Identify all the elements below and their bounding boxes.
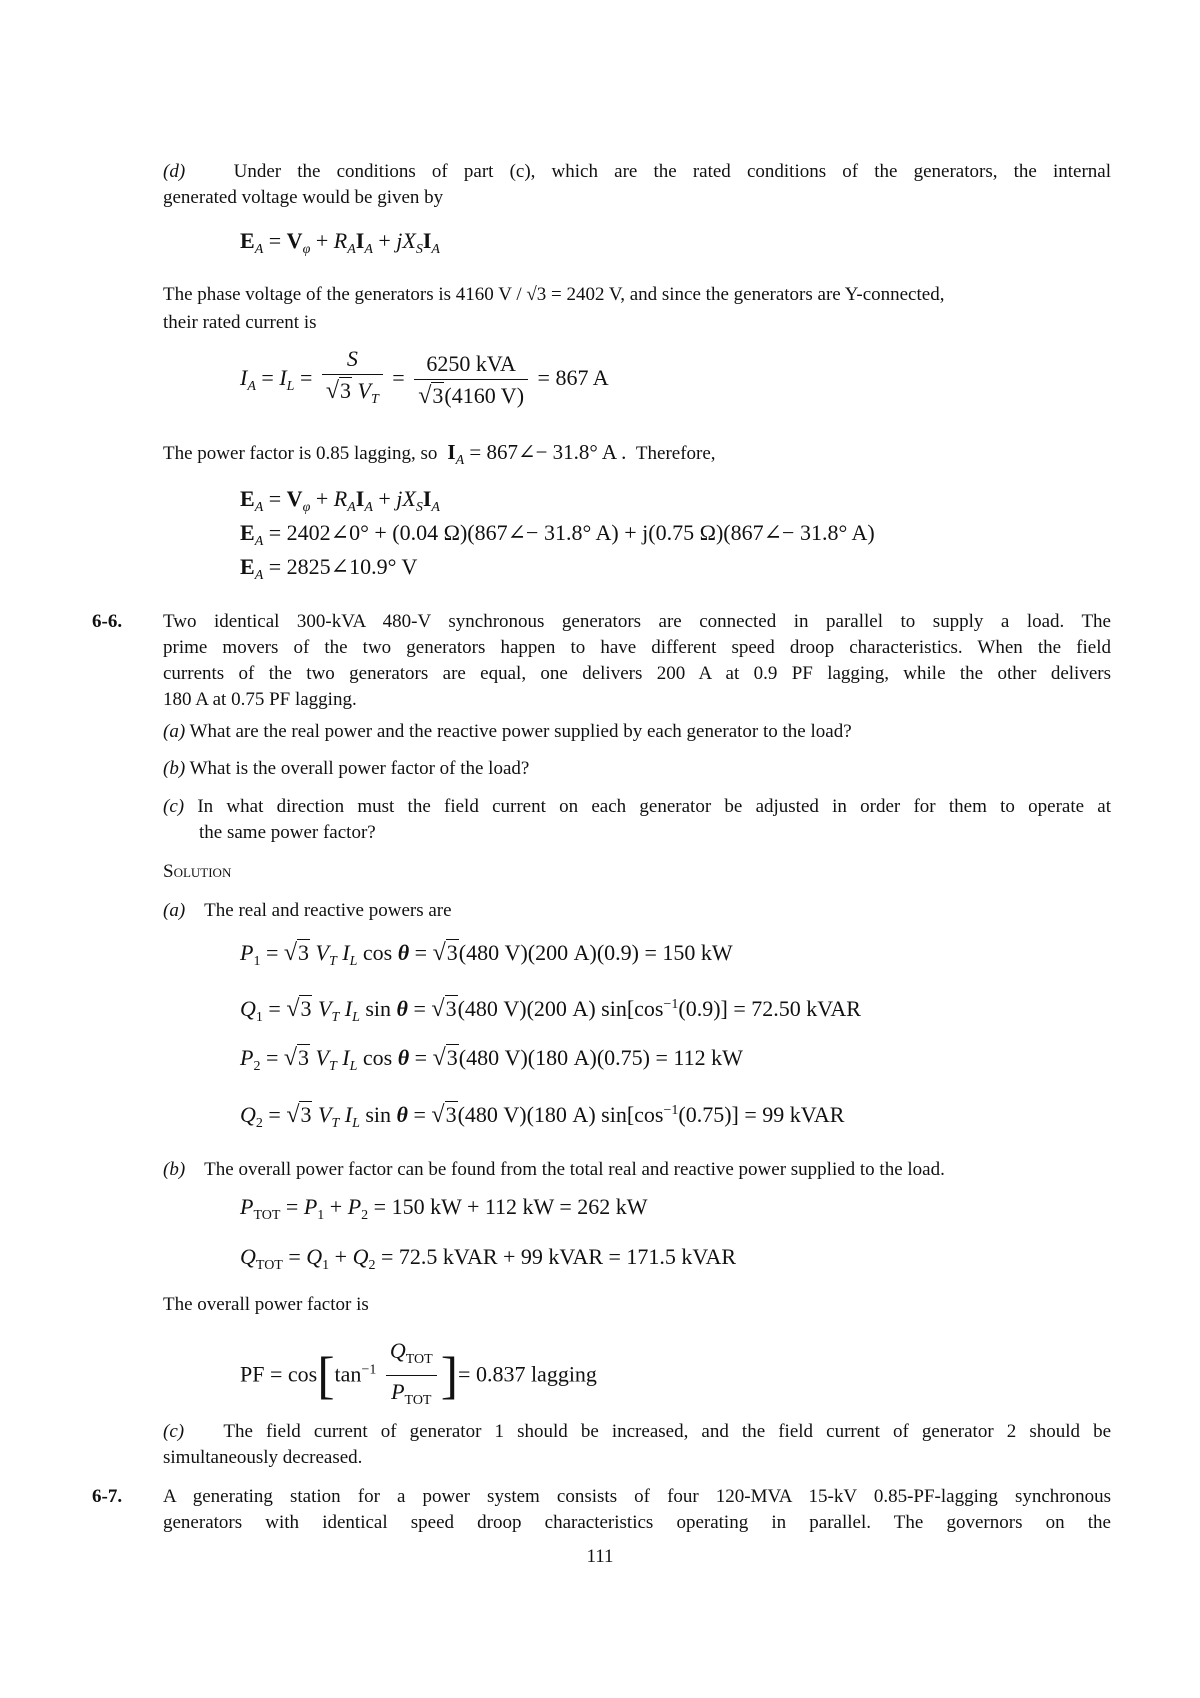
problem-6-7-line1: A generating station for a power system consists of four 120-MVA 15-kV 0.85-PF-lagging synchronous [163, 1486, 1111, 1507]
question-b: (b) What is the overall power factor of the load? [163, 758, 530, 779]
problem-number-6-7: 6-7. [92, 1486, 123, 1507]
problem-6-7-line2: generators with identical speed droop characteristics operating in parallel. The governors on the [163, 1512, 1111, 1533]
solution-c-line1: (c) The field current of generator 1 should be increased, and the field current of generator 2 should be [163, 1421, 1112, 1442]
overall-pf-intro: The overall power factor is [163, 1294, 369, 1315]
equation-rated-current: $I_A = I_L$ = $\frac{S}{√3 V_T}$ = $\frac{\text{6250 kVA}}{√3(4160 V)}$ = 867 A [240, 344, 609, 416]
equation-ea-substituted: $E_A$ = 2402∠0° + (0.04 Ω)(867∠− 31.8° A) + j(0.75 Ω)(867∠− 31.8° A) [240, 520, 875, 549]
equation-p2: $P_2 = √3$ $V_T$ $I_L$ cos θ = √3(480 V)(180 A)(0.75) = 112 kW [240, 1045, 743, 1074]
problem-6-6-line3: currents of the two generators are equal, one delivers 200 A at 0.9 PF lagging, while the other delivers [163, 663, 1111, 684]
solution-c-line2: simultaneously decreased. [163, 1447, 363, 1468]
question-c-line1: (c) In what direction must the field current on each generator be adjusted in order for them to operate at [163, 796, 1112, 817]
equation-q2: $Q_2 = √3$ $V_T$ $I_L$ sin θ = √3(480 V)(180 A) $\sin[\cos^{-1}(0.75)] = 99$ kVAR [240, 1102, 845, 1131]
equation-p1: $P_1 = √3$ $V_T$ $I_L$ cos θ = √3(480 V)(200 A)(0.9) = 150 kW [240, 940, 733, 969]
problem-6-6-line1: Two identical 300-kVA 480-V synchronous generators are connected in parallel to supply a load. The [163, 611, 1111, 632]
question-c-line2: the same power factor? [199, 822, 376, 843]
solution-b-intro: (b) The overall power factor can be found from the total real and reactive power supplied to the load. [163, 1159, 945, 1180]
power-factor-line: The power factor is 0.85 lagging, so $I_A$ = 867∠− 31.8° A . Therefore, [163, 440, 716, 468]
problem-6-6-line4: 180 A at 0.75 PF lagging. [163, 689, 357, 710]
part-d-line2: generated voltage would be given by [163, 187, 444, 208]
solution-a-intro: (a) The real and reactive powers are [163, 900, 452, 921]
page-number: 111 [586, 1546, 614, 1567]
question-a: (a) What are the real power and the reactive power supplied by each generator to the load? [163, 721, 852, 742]
phase-voltage-line1: The phase voltage of the generators is 4160 V / √3 = 2402 V, and since the generators are Y-connected, [163, 284, 945, 305]
equation-ea-result: $E_A$ = 2825∠10.9° V [240, 554, 418, 583]
solution-heading: Solution [163, 861, 232, 882]
equation-ea-general-1: $E_A = V_\varphi + R_AI_A + jX_SI_A$ [240, 228, 440, 257]
problem-number-6-6: 6-6. [92, 611, 123, 632]
equation-pf: PF = $\cos[\tan^{-1}$ $\frac{Q_{TOT}}{P_{TOT}}$ ]= 0.837 lagging [240, 1336, 597, 1417]
equation-ptot: $P_{TOT} = P_1 + P_2 = 150$ kW + 112 kW = 262 kW [240, 1194, 648, 1223]
fraction-kva-over-voltage: $\frac{\text{6250 kVA}}{√3(4160 V)}$ [414, 349, 528, 412]
part-d-line1: (d) Under the conditions of part (c), which are the rated conditions of the generators, the internal [163, 161, 1112, 182]
equation-ea-general-2: $E_A = V_\varphi + R_AI_A + jX_SI_A$ [240, 486, 440, 515]
fraction-qtot-over-ptot: $\frac{Q_{TOT}}{P_{TOT}}$ [386, 1336, 437, 1417]
fraction-s-over-vt: $\frac{S}{√3 V_T}$ [322, 344, 383, 416]
problem-6-6-line2: prime movers of the two generators happen to have different speed droop characteristics. When the field [163, 637, 1111, 658]
equation-q1: $Q_1 = √3$ $V_T$ $I_L$ sin θ = √3(480 V)(200 A) $\sin[\cos^{-1}(0.9)] = 72.50$ kVAR [240, 996, 861, 1025]
equation-qtot: $Q_{TOT} = Q_1 + Q_2 = 72.5$ kVAR + 99 kVAR = 171.5 kVAR [240, 1244, 737, 1273]
phase-voltage-line2: their rated current is [163, 312, 317, 333]
